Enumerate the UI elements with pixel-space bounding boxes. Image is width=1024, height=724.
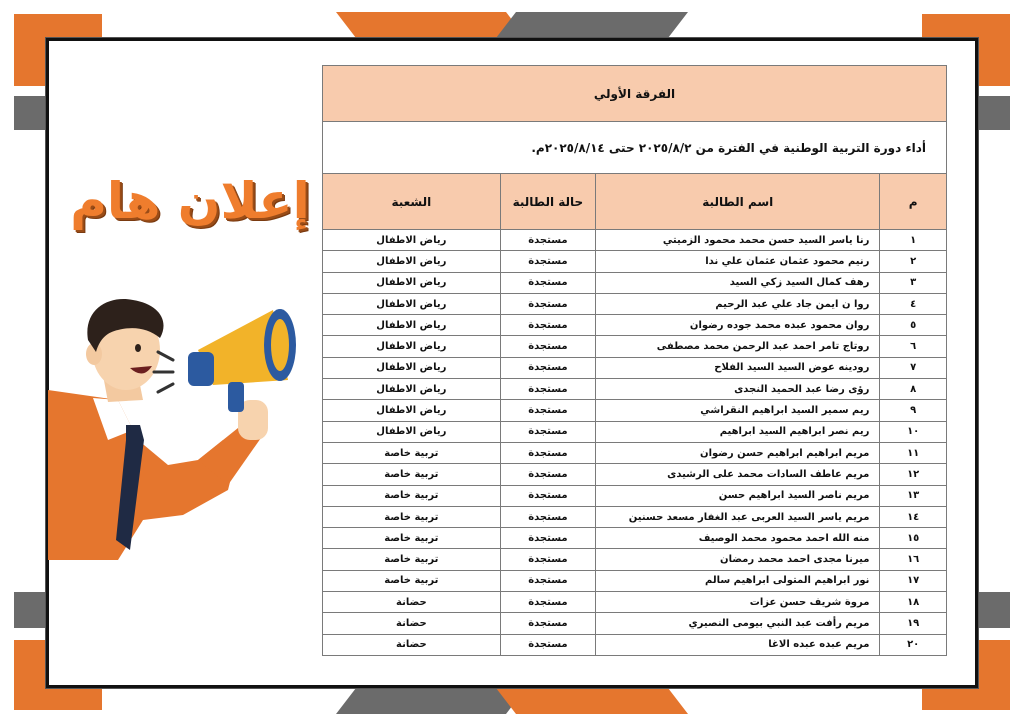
table-row xyxy=(323,421,947,442)
student-status: مستجدة xyxy=(500,400,595,421)
row-number: ١٩ xyxy=(880,613,947,634)
decor-top-parallelograms xyxy=(330,12,700,40)
header-num: م xyxy=(880,174,947,230)
table-row xyxy=(323,442,947,463)
row-number: ١٨ xyxy=(880,592,947,613)
header-status: حالة الطالبة xyxy=(500,174,595,230)
row-number: ٢ xyxy=(880,251,947,272)
student-status: مستجدة xyxy=(500,315,595,336)
student-status: مستجدة xyxy=(500,336,595,357)
table-row xyxy=(323,400,947,421)
table-row xyxy=(323,592,947,613)
student-status: مستجدة xyxy=(500,464,595,485)
student-name: ريم نصر ابراهيم السيد ابراهيم xyxy=(596,421,880,442)
table-row xyxy=(323,293,947,314)
students-table xyxy=(322,65,947,656)
student-name: روان محمود عبده محمد جوده رضوان xyxy=(596,315,880,336)
student-department: تربية خاصة xyxy=(323,549,501,570)
student-department: حضانة xyxy=(323,592,501,613)
student-status: مستجدة xyxy=(500,357,595,378)
student-department: تربية خاصة xyxy=(323,442,501,463)
period-text: أداء دورة التربية الوطنية في الفترة من ٢٠٢٥/٨/٢ حتى ٢٠٢٥/٨/١٤م. xyxy=(323,122,947,174)
table-row xyxy=(323,357,947,378)
table-row xyxy=(323,613,947,634)
row-number: ٢٠ xyxy=(880,634,947,655)
student-name: مريم ياسر السيد العربى عبد الغفار مسعد حسنين xyxy=(596,506,880,527)
student-department: تربية خاصة xyxy=(323,464,501,485)
student-department: رياض الاطفال xyxy=(323,357,501,378)
student-name: ميرنا مجدى احمد محمد رمضان xyxy=(596,549,880,570)
row-number: ٥ xyxy=(880,315,947,336)
student-status: مستجدة xyxy=(500,379,595,400)
row-number: ٦ xyxy=(880,336,947,357)
student-department: تربية خاصة xyxy=(323,570,501,591)
group-title-row xyxy=(323,66,947,122)
table-row xyxy=(323,528,947,549)
student-name: مروة شريف حسن عزات xyxy=(596,592,880,613)
student-department: رياض الاطفال xyxy=(323,251,501,272)
table-row xyxy=(323,251,947,272)
student-department: رياض الاطفال xyxy=(323,315,501,336)
row-number: ٤ xyxy=(880,293,947,314)
student-department: تربية خاصة xyxy=(323,485,501,506)
table-row xyxy=(323,485,947,506)
row-number: ١٧ xyxy=(880,570,947,591)
header-row xyxy=(323,174,947,230)
man-with-megaphone-icon xyxy=(48,290,308,560)
student-status: مستجدة xyxy=(500,230,595,251)
student-status: مستجدة xyxy=(500,293,595,314)
student-name: ريم سمير السيد ابراهيم النقراشي xyxy=(596,400,880,421)
student-name: مريم عبده عبده الاغا xyxy=(596,634,880,655)
student-name: رؤى رضا عبد الحميد النجدى xyxy=(596,379,880,400)
student-name: رنا ياسر السيد حسن محمد محمود الزميتي xyxy=(596,230,880,251)
row-number: ١٢ xyxy=(880,464,947,485)
student-name: روتاج تامر احمد عبد الرحمن محمد مصطفى xyxy=(596,336,880,357)
header-name: اسم الطالبة xyxy=(596,174,880,230)
student-name: رنيم محمود عثمان عثمان علي ندا xyxy=(596,251,880,272)
student-status: مستجدة xyxy=(500,272,595,293)
student-name: مريم رأفت عبد النبي بيومى النصيري xyxy=(596,613,880,634)
row-number: ١ xyxy=(880,230,947,251)
table-row xyxy=(323,549,947,570)
student-status: مستجدة xyxy=(500,251,595,272)
student-name: رودينه عوض السيد السيد الفلاح xyxy=(596,357,880,378)
student-name: مريم عاطف السادات محمد على الرشيدى xyxy=(596,464,880,485)
row-number: ٧ xyxy=(880,357,947,378)
student-name: منه الله احمد محمود محمد الوصيف xyxy=(596,528,880,549)
row-number: ١٤ xyxy=(880,506,947,527)
row-number: ٨ xyxy=(880,379,947,400)
student-name: مريم ابراهيم ابراهيم حسن رضوان xyxy=(596,442,880,463)
student-status: مستجدة xyxy=(500,506,595,527)
table-row xyxy=(323,379,947,400)
student-status: مستجدة xyxy=(500,485,595,506)
student-name: روا ن ايمن جاد علي عبد الرحيم xyxy=(596,293,880,314)
row-number: ١١ xyxy=(880,442,947,463)
period-row xyxy=(323,122,947,174)
announcement-title: إعلان هام xyxy=(70,172,310,230)
student-name: نور ابراهيم المتولى ابراهيم سالم xyxy=(596,570,880,591)
student-department: رياض الاطفال xyxy=(323,400,501,421)
table-body xyxy=(323,66,947,656)
student-department: رياض الاطفال xyxy=(323,272,501,293)
student-name: رهف كمال السيد زكي السيد xyxy=(596,272,880,293)
student-department: رياض الاطفال xyxy=(323,421,501,442)
student-status: مستجدة xyxy=(500,421,595,442)
student-status: مستجدة xyxy=(500,528,595,549)
table-row xyxy=(323,464,947,485)
student-name: مريم ناصر السيد ابراهيم حسن xyxy=(596,485,880,506)
row-number: ١٣ xyxy=(880,485,947,506)
row-number: ١٥ xyxy=(880,528,947,549)
table-row xyxy=(323,336,947,357)
student-status: مستجدة xyxy=(500,442,595,463)
row-number: ٣ xyxy=(880,272,947,293)
student-status: مستجدة xyxy=(500,634,595,655)
student-status: مستجدة xyxy=(500,613,595,634)
group-title: الفرقة الأولي xyxy=(323,66,947,122)
table-row xyxy=(323,634,947,655)
table-row xyxy=(323,272,947,293)
student-department: حضانة xyxy=(323,613,501,634)
table-row xyxy=(323,230,947,251)
row-number: ٩ xyxy=(880,400,947,421)
student-status: مستجدة xyxy=(500,592,595,613)
decor-right-gray-1 xyxy=(978,96,1010,130)
student-department: رياض الاطفال xyxy=(323,379,501,400)
student-status: مستجدة xyxy=(500,549,595,570)
student-department: رياض الاطفال xyxy=(323,230,501,251)
student-department: تربية خاصة xyxy=(323,506,501,527)
row-number: ١٦ xyxy=(880,549,947,570)
decor-left-gray-1 xyxy=(14,96,46,130)
student-department: حضانة xyxy=(323,634,501,655)
header-dept: الشعبة xyxy=(323,174,501,230)
student-department: رياض الاطفال xyxy=(323,336,501,357)
student-status: مستجدة xyxy=(500,570,595,591)
decor-right-gray-2 xyxy=(978,592,1010,628)
decor-bottom-parallelograms xyxy=(330,688,700,716)
table-row xyxy=(323,315,947,336)
decor-left-gray-2 xyxy=(14,592,46,628)
row-number: ١٠ xyxy=(880,421,947,442)
table-row xyxy=(323,570,947,591)
student-department: رياض الاطفال xyxy=(323,293,501,314)
table-row xyxy=(323,506,947,527)
student-department: تربية خاصة xyxy=(323,528,501,549)
